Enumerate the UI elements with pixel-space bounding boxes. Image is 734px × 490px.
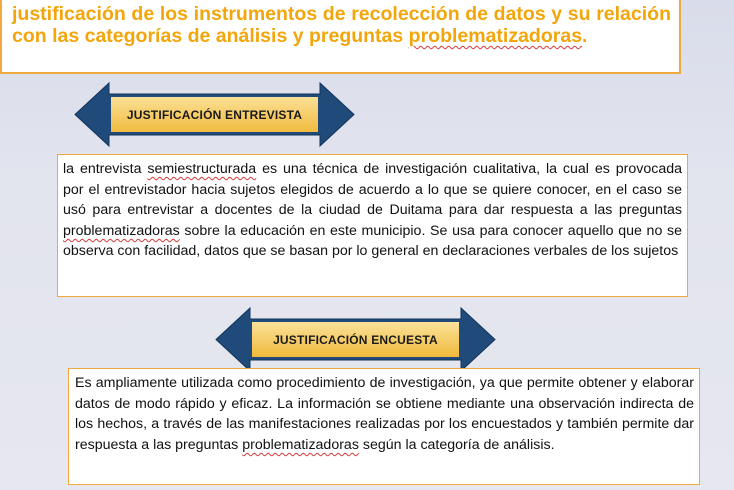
spell-underlined-word: problematizadoras [63, 222, 180, 239]
title-underlined-word: problematizadoras [408, 25, 583, 47]
encuesta-text-box [68, 368, 700, 485]
arrow-entrevista-label: JUSTIFICACIÓN ENTREVISTA [126, 107, 303, 122]
title-end: . [582, 25, 588, 47]
entrevista-text-box [57, 154, 688, 297]
arrow-encuesta-label: JUSTIFICACIÓN ENCUESTA [273, 332, 438, 347]
arrow-entrevista [73, 82, 356, 147]
title-box [0, 0, 681, 74]
spell-underlined-word: problematizadoras [242, 436, 359, 453]
entrevista-paragraph: la entrevista semiestructurada es una técnica de investigación cualitativa, la cual es provocada por el entrevistador hacia sujetos elegidos de acuerdo a lo que se quiere conocer, en el caso se usó para entrevistar a docentes de la ciudad de Duitama para dar respuesta a las preguntas problematizadoras sobre la educación en este municipio. Se usa para conocer aquello que no se observa con facilidad, datos que se basan por lo general en declaraciones verbales de los sujetos [63, 161, 683, 260]
encuesta-paragraph: Es ampliamente utilizada como procedimiento de investigación, ya que permite obtener y elaborar datos de modo rápido y eficaz. La información se obtiene mediante una observación indirecta de los hechos, a través de las manifestaciones realizadas por los encuestados y también permite dar respuesta a las preguntas problematizadoras según la categoría de análisis. [75, 375, 694, 453]
arrow-encuesta [214, 307, 497, 372]
slide-title [12, 3, 671, 47]
spell-underlined-word: semiestructurada [147, 161, 257, 177]
title-text: justificación de los instrumentos de recolección de datos y su relación con las categorías de análisis y preguntas [12, 3, 671, 47]
